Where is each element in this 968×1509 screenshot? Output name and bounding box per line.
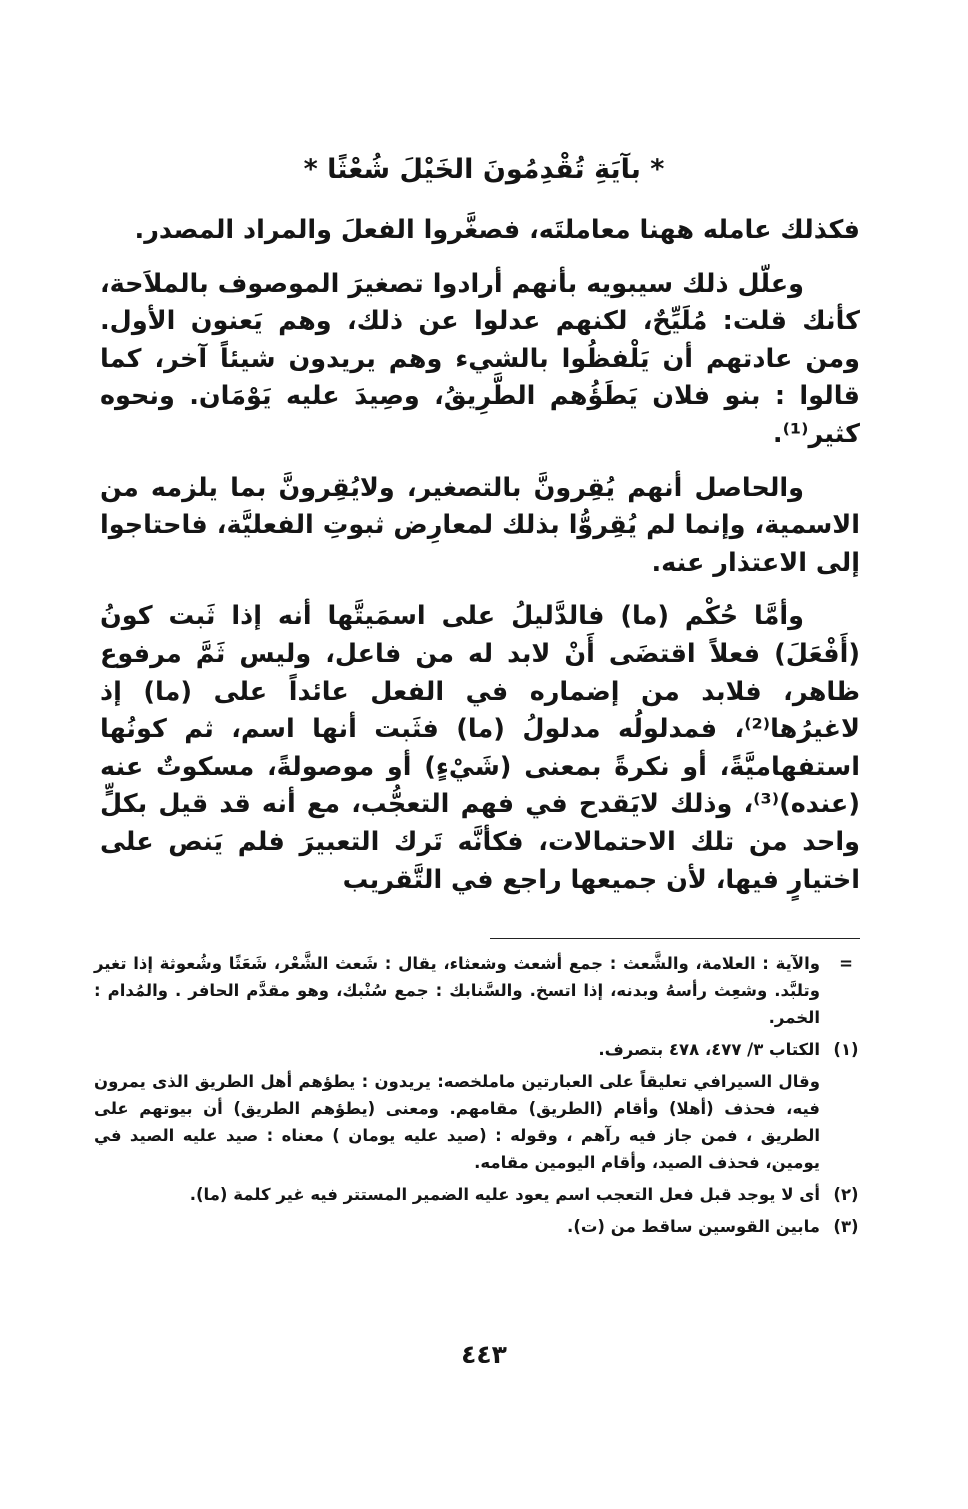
- footnote-text: والآية : العلامة، والشَّعث : جمع أشعث وشعثاء، يقال : شَعث الشَّعْر، شَعَثًا وشُعوثة إذا تغير وتلبَّد. وشعِث رأسهُ وبدنه، إذا اتسخ. والسَّنابك : جمع سُنْبك، وهو مقدَّم الحافر . والمُدام : الخمر.: [94, 954, 820, 1027]
- footnote-3: [94, 1213, 872, 1240]
- footnote-1-continuation: وقال السيرافي تعليقاً على العبارتين ماملخصه: يريدون : يطؤهم أهل الطريق الذى يمرون فيه، فحذف (أهلا) وأقام (الطريق) مقامهم. ومعنى (يطؤهم الطريق) أن بيوتهم على الطريق ، فمن جاز فيه رآهم ، وقوله : (صيد عليه يومان ) معناه : صيد عليه الصيد في يومين، فحذف الصيد، وأقام اليومين مقامه.: [94, 1072, 820, 1172]
- footnote-text: الكتاب ٣/ ٤٧٧، ٤٧٨ بتصرف.: [598, 1040, 820, 1059]
- footnote-continuation: [94, 950, 872, 1031]
- footnote-marker: (١): [833, 1040, 859, 1059]
- main-text: [100, 212, 860, 899]
- body-paragraph-1: وعلّل ذلك سيبويه بأنهم أرادوا تصغيرَ الموصوف بالملاَحة، كأنك قلت: مُلَيِّحٌ، لكنهم عدلوا عن ذلك، وهم يَعنون الأول. ومن عادتهم أن يَلْفظُوا بالشيء وهم يريدون شيئاً آخر، كما قالوا : بنو فلان يَطَؤُهم الطَّرِيقُ، وصِيدَ عليه يَوْمَان. ونحوه كثير⁽¹⁾.: [100, 268, 860, 449]
- footnote-marker: (٢): [833, 1185, 859, 1204]
- footnote-2: [94, 1181, 872, 1208]
- footnote-marker: (٣): [833, 1217, 859, 1236]
- body-line-1: فكذلك عامله ههنا معاملتَه، فصغَّروا الفعلَ والمراد المصدر.: [134, 215, 860, 245]
- footnote-marker: =: [839, 954, 853, 973]
- footnote-text: مابين القوسين ساقط من (ت).: [567, 1217, 820, 1236]
- footnote-divider: [490, 938, 860, 939]
- footnote-text: أى لا يوجد قبل فعل التعجب اسم يعود عليه الضمير المستتر فيه غير كلمة (ما).: [189, 1185, 820, 1204]
- footnotes: [94, 950, 872, 1245]
- footnote-1: [94, 1036, 872, 1063]
- page-number: ٤٤٣: [461, 1340, 507, 1369]
- verse-heading: * بآيَةِ تُقْدِمُونَ الخَيْلَ شُعْثًا *: [303, 154, 665, 185]
- body-paragraph-2: والحاصل أنهم يُقِرونَّ بالتصغير، ولايُقِرونَّ بما يلزمه من الاسمية، وإنما لم يُقِروُّا بذلك لمعارِض ثبوتِ الفعليَّة، فاحتاجوا إلى الاعتذار عنه.: [100, 472, 860, 578]
- body-paragraph-3: وأمَّا حُكْم (ما) فالدَّليلُ على اسمَيتَّها أنه إذا ثَبت كونُ (أَفْعَلَ) فعلاً اقتضَى أَنْ لابد له من فاعل، وليس ثَمَّ مرفوع ظاهر، فلابد من إضماره في الفعل عائداً على (ما) إذ لاغيرُها⁽²⁾، فمدلولُه مدلولُ (ما) فثَبت أنها اسم، ثم كونُها استفهاميَّةً، أو نكرةً بمعنى (شَيْءٍ) أو موصولةً، مسكوتٌ عنه (عنده)⁽³⁾، وذلك لايَقدح في فهم التعجُّب، مع أنه قد قيل بكلٍّ واحد من تلك الاحتمالات، فكأنَّه تَرك التعبيرَ فلم يَنص على اختيارٍ فيها، لأن جميعها راجع في التَّقريب: [100, 601, 860, 895]
